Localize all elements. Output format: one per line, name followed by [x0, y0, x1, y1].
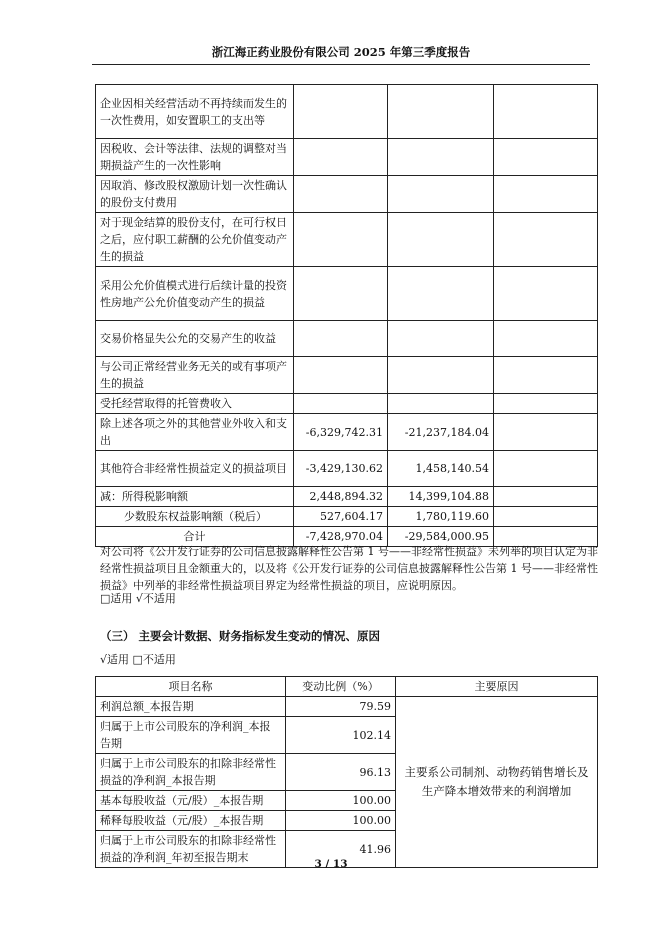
disclosure-paragraph: 对公司将《公开发行证券的公司信息披露解释性公告第 1 号——非经常性损益》未列举的项目认定为非经常性损益项目且金额重大的，以及将《公开发行证券的公司信息披露解释性公告第 1 号——非经常性损益》中列举的非经常性损益项目界定为经常性损益的项目，应说明原因。 [100, 545, 598, 592]
item-name: 与公司正常经营业务无关的或有事项产生的损益 [96, 357, 294, 394]
ytd-value [388, 176, 494, 213]
note-cell [494, 267, 598, 321]
note-cell [494, 394, 598, 414]
ytd-value: -29,584,000.95 [388, 527, 494, 547]
table-row [96, 394, 598, 414]
note-cell [494, 357, 598, 394]
ytd-value [388, 213, 494, 267]
ytd-value [388, 357, 494, 394]
current-period-value [294, 321, 388, 357]
change-ratio: 41.96 [286, 831, 396, 868]
item-name: 归属于上市公司股东的净利润_本报告期 [96, 717, 286, 754]
column-header: 项目名称 [96, 677, 286, 697]
table-row [96, 176, 598, 213]
ytd-value: -21,237,184.04 [388, 414, 494, 451]
table-row [96, 451, 598, 487]
note-cell [494, 176, 598, 213]
item-name: 受托经营取得的托管费收入 [96, 394, 294, 414]
note-cell [494, 487, 598, 507]
note-cell [494, 507, 598, 527]
item-name: 交易价格显失公允的交易产生的收益 [96, 321, 294, 357]
table-row [96, 487, 598, 507]
current-period-value [294, 176, 388, 213]
item-name: 因税收、会计等法律、法规的调整对当期损益产生的一次性影响 [96, 139, 294, 176]
table-row [96, 85, 598, 139]
current-period-value [294, 267, 388, 321]
change-analysis-table [95, 676, 598, 868]
column-header: 主要原因 [396, 677, 598, 697]
table-row [96, 139, 598, 176]
current-period-value: -7,428,970.04 [294, 527, 388, 547]
ytd-value [388, 85, 494, 139]
current-period-value: -6,329,742.31 [294, 414, 388, 451]
item-name: 稀释每股收益（元/股）_本报告期 [96, 811, 286, 831]
page-header: 浙江海正药业股份有限公司 2025 年第三季度报告 [92, 44, 590, 65]
ytd-value [388, 321, 494, 357]
table-row [96, 507, 598, 527]
item-name: 基本每股收益（元/股）_本报告期 [96, 791, 286, 811]
applicability-checkbox-text: □适用 √不适用 [100, 592, 176, 605]
ytd-value: 14,399,104.88 [388, 487, 494, 507]
note-cell [494, 85, 598, 139]
current-period-value [294, 357, 388, 394]
table-row [96, 321, 598, 357]
item-name: 其他符合非经常性损益定义的损益项目 [96, 451, 294, 487]
note-cell [494, 139, 598, 176]
column-header: 变动比例（%） [286, 677, 396, 697]
ytd-value [388, 139, 494, 176]
table-row [96, 357, 598, 394]
item-name: 对于现金结算的股份支付，在可行权日之后，应付职工薪酬的公允价值变动产生的损益 [96, 213, 294, 267]
current-period-value [294, 85, 388, 139]
ytd-value: 1,458,140.54 [388, 451, 494, 487]
current-period-value: 527,604.17 [294, 507, 388, 527]
item-name: 合计 [96, 527, 294, 547]
note-cell [494, 451, 598, 487]
note-cell [494, 321, 598, 357]
current-period-value [294, 394, 388, 414]
change-ratio: 100.00 [286, 791, 396, 811]
table-row [96, 414, 598, 451]
non-recurring-items-table [95, 84, 598, 547]
ytd-value [388, 394, 494, 414]
change-ratio: 100.00 [286, 811, 396, 831]
item-name: 除上述各项之外的其他营业外收入和支出 [96, 414, 294, 451]
ytd-value: 1,780,119.60 [388, 507, 494, 527]
item-name: 归属于上市公司股东的扣除非经常性损益的净利润_本报告期 [96, 754, 286, 791]
item-name: 减：所得税影响额 [96, 487, 294, 507]
current-period-value: -3,429,130.62 [294, 451, 388, 487]
current-period-value: 2,448,894.32 [294, 487, 388, 507]
current-period-value [294, 139, 388, 176]
section-applicability: √适用 □不适用 [100, 653, 176, 666]
item-name: 因取消、修改股权激励计划一次性确认的股份支付费用 [96, 176, 294, 213]
section-title: （三） 主要会计数据、财务指标发生变动的情况、原因 [100, 629, 381, 643]
change-ratio: 102.14 [286, 717, 396, 754]
table-row [96, 213, 598, 267]
note-cell [494, 213, 598, 267]
change-ratio: 79.59 [286, 697, 396, 717]
page-number: 3 / 13 [314, 858, 348, 870]
item-name: 采用公允价值模式进行后续计量的投资性房地产公允价值变动产生的损益 [96, 267, 294, 321]
ytd-value [388, 267, 494, 321]
current-period-value [294, 213, 388, 267]
item-name: 利润总额_本报告期 [96, 697, 286, 717]
table-row [96, 697, 598, 717]
change-ratio: 96.13 [286, 754, 396, 791]
table-row [96, 267, 598, 321]
table-header-row [96, 677, 598, 697]
main-reason: 主要系公司制剂、动物药销售增长及生产降本增效带来的利润增加 [396, 697, 598, 868]
item-name: 归属于上市公司股东的扣除非经常性损益的净利润_年初至报告期末 [96, 831, 286, 868]
item-name: 企业因相关经营活动不再持续而发生的一次性费用，如安置职工的支出等 [96, 85, 294, 139]
note-cell [494, 414, 598, 451]
item-name: 少数股东权益影响额（税后） [96, 507, 294, 527]
